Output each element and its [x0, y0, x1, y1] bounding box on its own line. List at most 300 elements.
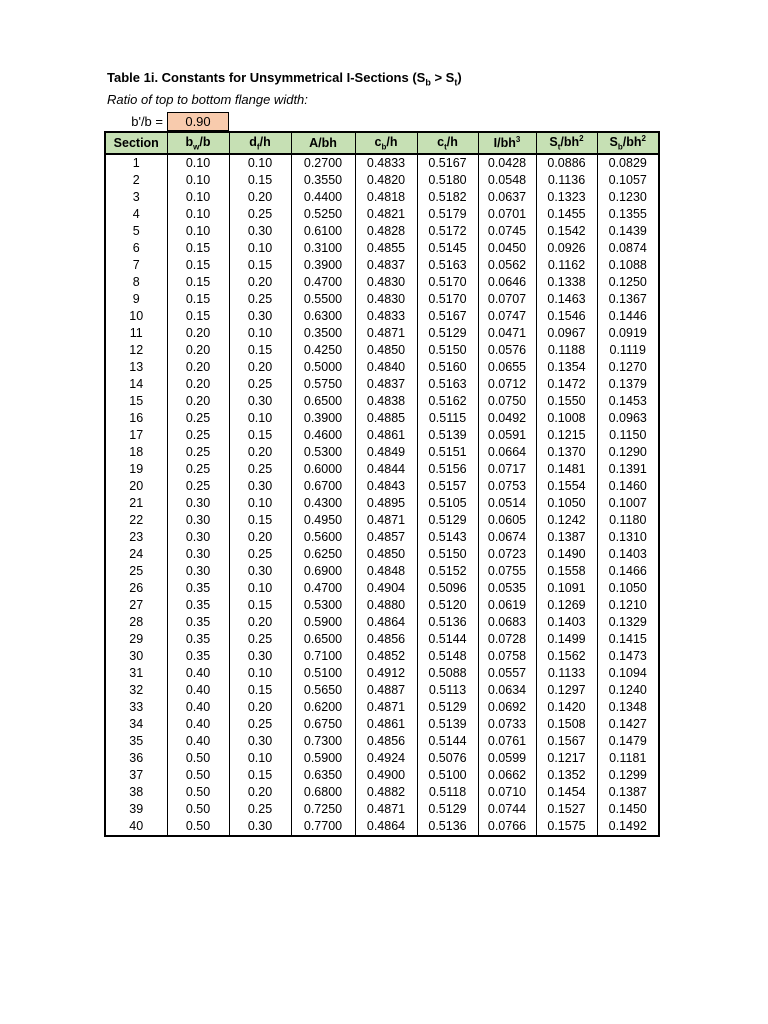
table-cell-ct-h: 0.5172 — [417, 223, 478, 240]
table-cell-bw-b: 0.30 — [167, 512, 229, 529]
table-cell-st-bh2: 0.1550 — [536, 393, 597, 410]
table-row — [105, 189, 659, 206]
table-cell-i-bh3: 0.0619 — [478, 597, 536, 614]
table-cell-a-bh: 0.5300 — [291, 444, 355, 461]
table-cell-a-bh: 0.3100 — [291, 240, 355, 257]
table-cell-bw-b: 0.40 — [167, 716, 229, 733]
table-cell-bw-b: 0.40 — [167, 682, 229, 699]
table-cell-i-bh3: 0.0637 — [478, 189, 536, 206]
table-row — [105, 750, 659, 767]
table-cell-st-bh2: 0.1481 — [536, 461, 597, 478]
table-cell-a-bh: 0.6350 — [291, 767, 355, 784]
table-cell-cb-h: 0.4855 — [355, 240, 417, 257]
table-cell-section: 9 — [105, 291, 167, 308]
table-cell-df-h: 0.30 — [229, 308, 291, 325]
table-row — [105, 376, 659, 393]
table-cell-section: 28 — [105, 614, 167, 631]
table-cell-bw-b: 0.25 — [167, 410, 229, 427]
table-cell-sb-bh2: 0.1210 — [597, 597, 659, 614]
table-cell-cb-h: 0.4864 — [355, 818, 417, 836]
table-cell-a-bh: 0.4600 — [291, 427, 355, 444]
table-cell-bw-b: 0.35 — [167, 580, 229, 597]
table-cell-a-bh: 0.6300 — [291, 308, 355, 325]
table-cell-i-bh3: 0.0750 — [478, 393, 536, 410]
table-cell-ct-h: 0.5162 — [417, 393, 478, 410]
table-cell-ct-h: 0.5113 — [417, 682, 478, 699]
table-header-row — [105, 132, 659, 154]
table-cell-sb-bh2: 0.1094 — [597, 665, 659, 682]
table-cell-bw-b: 0.40 — [167, 665, 229, 682]
table-cell-sb-bh2: 0.1379 — [597, 376, 659, 393]
table-row — [105, 529, 659, 546]
table-cell-sb-bh2: 0.1230 — [597, 189, 659, 206]
table-cell-ct-h: 0.5105 — [417, 495, 478, 512]
table-cell-cb-h: 0.4864 — [355, 614, 417, 631]
table-cell-cb-h: 0.4828 — [355, 223, 417, 240]
table-cell-cb-h: 0.4850 — [355, 546, 417, 563]
table-cell-sb-bh2: 0.0829 — [597, 154, 659, 172]
table-cell-i-bh3: 0.0723 — [478, 546, 536, 563]
table-cell-ct-h: 0.5115 — [417, 410, 478, 427]
table-row — [105, 614, 659, 631]
table-cell-df-h: 0.15 — [229, 512, 291, 529]
table-cell-ct-h: 0.5088 — [417, 665, 478, 682]
ratio-label: b'/b = — [131, 113, 163, 129]
table-row — [105, 665, 659, 682]
column-header-df-h: $d_f/h$ — [229, 132, 291, 154]
table-cell-a-bh: 0.6750 — [291, 716, 355, 733]
table-cell-df-h: 0.25 — [229, 716, 291, 733]
table-cell-cb-h: 0.4843 — [355, 478, 417, 495]
table-row — [105, 801, 659, 818]
table-row — [105, 427, 659, 444]
table-cell-i-bh3: 0.0758 — [478, 648, 536, 665]
table-cell-ct-h: 0.5148 — [417, 648, 478, 665]
table-cell-ct-h: 0.5182 — [417, 189, 478, 206]
table-cell-ct-h: 0.5144 — [417, 733, 478, 750]
table-cell-df-h: 0.25 — [229, 631, 291, 648]
table-cell-section: 3 — [105, 189, 167, 206]
table-cell-ct-h: 0.5143 — [417, 529, 478, 546]
table-cell-sb-bh2: 0.1473 — [597, 648, 659, 665]
title-text: Table 1i. Constants for Unsymmetrical I-Sections (S — [107, 70, 426, 85]
table-cell-section: 18 — [105, 444, 167, 461]
table-cell-section: 5 — [105, 223, 167, 240]
table-cell-bw-b: 0.30 — [167, 495, 229, 512]
table-cell-a-bh: 0.3900 — [291, 257, 355, 274]
table-cell-ct-h: 0.5167 — [417, 308, 478, 325]
table-cell-df-h: 0.25 — [229, 801, 291, 818]
table-cell-cb-h: 0.4837 — [355, 376, 417, 393]
table-row — [105, 444, 659, 461]
table-cell-st-bh2: 0.1162 — [536, 257, 597, 274]
table-cell-sb-bh2: 0.1007 — [597, 495, 659, 512]
table-cell-cb-h: 0.4871 — [355, 699, 417, 716]
table-cell-st-bh2: 0.1527 — [536, 801, 597, 818]
table-cell-sb-bh2: 0.1387 — [597, 784, 659, 801]
table-cell-a-bh: 0.6250 — [291, 546, 355, 563]
table-row — [105, 393, 659, 410]
table-cell-ct-h: 0.5129 — [417, 801, 478, 818]
title-subscript-t: t — [454, 77, 458, 88]
table-cell-bw-b: 0.25 — [167, 478, 229, 495]
table-cell-a-bh: 0.5650 — [291, 682, 355, 699]
table-cell-sb-bh2: 0.1439 — [597, 223, 659, 240]
table-cell-ct-h: 0.5144 — [417, 631, 478, 648]
table-row — [105, 342, 659, 359]
table-cell-df-h: 0.15 — [229, 427, 291, 444]
table-cell-i-bh3: 0.0745 — [478, 223, 536, 240]
table-cell-sb-bh2: 0.1348 — [597, 699, 659, 716]
table-cell-st-bh2: 0.1558 — [536, 563, 597, 580]
table-row — [105, 478, 659, 495]
table-cell-i-bh3: 0.0662 — [478, 767, 536, 784]
table-cell-st-bh2: 0.1472 — [536, 376, 597, 393]
table-cell-i-bh3: 0.0514 — [478, 495, 536, 512]
table-cell-i-bh3: 0.0710 — [478, 784, 536, 801]
table-cell-a-bh: 0.2700 — [291, 154, 355, 172]
table-cell-i-bh3: 0.0664 — [478, 444, 536, 461]
table-cell-df-h: 0.20 — [229, 359, 291, 376]
table-cell-a-bh: 0.5900 — [291, 614, 355, 631]
table-cell-a-bh: 0.7700 — [291, 818, 355, 836]
table-cell-cb-h: 0.4850 — [355, 342, 417, 359]
table-row — [105, 410, 659, 427]
table-cell-df-h: 0.20 — [229, 444, 291, 461]
table-cell-bw-b: 0.15 — [167, 240, 229, 257]
table-cell-st-bh2: 0.0886 — [536, 154, 597, 172]
table-cell-bw-b: 0.10 — [167, 206, 229, 223]
table-cell-df-h: 0.25 — [229, 206, 291, 223]
table-cell-sb-bh2: 0.0874 — [597, 240, 659, 257]
table-cell-ct-h: 0.5139 — [417, 427, 478, 444]
table-cell-a-bh: 0.4300 — [291, 495, 355, 512]
table-cell-a-bh: 0.7300 — [291, 733, 355, 750]
table-cell-df-h: 0.20 — [229, 784, 291, 801]
table-cell-a-bh: 0.6900 — [291, 563, 355, 580]
table-cell-section: 32 — [105, 682, 167, 699]
table-cell-ct-h: 0.5157 — [417, 478, 478, 495]
table-cell-df-h: 0.20 — [229, 189, 291, 206]
table-cell-bw-b: 0.35 — [167, 614, 229, 631]
table-cell-st-bh2: 0.1420 — [536, 699, 597, 716]
table-cell-ct-h: 0.5129 — [417, 699, 478, 716]
table-cell-st-bh2: 0.1490 — [536, 546, 597, 563]
table-cell-ct-h: 0.5129 — [417, 325, 478, 342]
table-cell-cb-h: 0.4830 — [355, 291, 417, 308]
table-cell-i-bh3: 0.0761 — [478, 733, 536, 750]
table-cell-df-h: 0.10 — [229, 410, 291, 427]
table-cell-cb-h: 0.4895 — [355, 495, 417, 512]
table-row — [105, 461, 659, 478]
table-row — [105, 512, 659, 529]
table-cell-section: 4 — [105, 206, 167, 223]
table-cell-a-bh: 0.5500 — [291, 291, 355, 308]
table-cell-st-bh2: 0.1499 — [536, 631, 597, 648]
title-subscript-b: b — [425, 77, 431, 88]
table-row — [105, 784, 659, 801]
table-cell-df-h: 0.10 — [229, 750, 291, 767]
table-cell-cb-h: 0.4856 — [355, 631, 417, 648]
title-text-suffix: ) — [457, 70, 462, 85]
table-cell-ct-h: 0.5163 — [417, 257, 478, 274]
table-cell-cb-h: 0.4838 — [355, 393, 417, 410]
table-cell-i-bh3: 0.0717 — [478, 461, 536, 478]
table-cell-sb-bh2: 0.1250 — [597, 274, 659, 291]
table-cell-sb-bh2: 0.1088 — [597, 257, 659, 274]
table-cell-cb-h: 0.4857 — [355, 529, 417, 546]
table-cell-st-bh2: 0.1136 — [536, 172, 597, 189]
table-cell-i-bh3: 0.0535 — [478, 580, 536, 597]
table-cell-ct-h: 0.5076 — [417, 750, 478, 767]
table-cell-df-h: 0.30 — [229, 563, 291, 580]
table-cell-ct-h: 0.5145 — [417, 240, 478, 257]
table-cell-i-bh3: 0.0747 — [478, 308, 536, 325]
table-cell-df-h: 0.30 — [229, 223, 291, 240]
table-cell-section: 22 — [105, 512, 167, 529]
table-cell-bw-b: 0.20 — [167, 359, 229, 376]
table-row — [105, 240, 659, 257]
table-cell-ct-h: 0.5156 — [417, 461, 478, 478]
table-cell-ct-h: 0.5120 — [417, 597, 478, 614]
table-cell-sb-bh2: 0.1492 — [597, 818, 659, 836]
table-cell-ct-h: 0.5167 — [417, 154, 478, 172]
table-row — [105, 580, 659, 597]
table-cell-bw-b: 0.10 — [167, 154, 229, 172]
table-cell-cb-h: 0.4912 — [355, 665, 417, 682]
table-cell-i-bh3: 0.0733 — [478, 716, 536, 733]
column-header-bw-b: $b_w/b$ — [167, 132, 229, 154]
table-cell-df-h: 0.20 — [229, 699, 291, 716]
table-cell-sb-bh2: 0.1310 — [597, 529, 659, 546]
table-cell-cb-h: 0.4849 — [355, 444, 417, 461]
table-cell-st-bh2: 0.1554 — [536, 478, 597, 495]
table-cell-sb-bh2: 0.1270 — [597, 359, 659, 376]
table-cell-cb-h: 0.4871 — [355, 325, 417, 342]
table-cell-section: 8 — [105, 274, 167, 291]
table-cell-cb-h: 0.4900 — [355, 767, 417, 784]
table-cell-i-bh3: 0.0599 — [478, 750, 536, 767]
table-cell-bw-b: 0.20 — [167, 376, 229, 393]
table-cell-st-bh2: 0.1338 — [536, 274, 597, 291]
table-cell-bw-b: 0.35 — [167, 597, 229, 614]
table-cell-sb-bh2: 0.1119 — [597, 342, 659, 359]
table-row — [105, 648, 659, 665]
table-cell-section: 6 — [105, 240, 167, 257]
table-cell-df-h: 0.20 — [229, 614, 291, 631]
table-cell-bw-b: 0.40 — [167, 733, 229, 750]
table-title — [107, 70, 462, 88]
table-cell-a-bh: 0.5900 — [291, 750, 355, 767]
table-cell-i-bh3: 0.0755 — [478, 563, 536, 580]
table-cell-ct-h: 0.5160 — [417, 359, 478, 376]
table-cell-st-bh2: 0.1575 — [536, 818, 597, 836]
table-cell-st-bh2: 0.1352 — [536, 767, 597, 784]
table-cell-sb-bh2: 0.0963 — [597, 410, 659, 427]
table-cell-sb-bh2: 0.1057 — [597, 172, 659, 189]
table-cell-ct-h: 0.5129 — [417, 512, 478, 529]
table-cell-i-bh3: 0.0557 — [478, 665, 536, 682]
table-cell-a-bh: 0.6500 — [291, 631, 355, 648]
table-cell-a-bh: 0.4700 — [291, 274, 355, 291]
table-cell-sb-bh2: 0.1466 — [597, 563, 659, 580]
table-cell-i-bh3: 0.0428 — [478, 154, 536, 172]
table-row — [105, 291, 659, 308]
title-text-middle: > S — [430, 70, 455, 85]
table-cell-section: 12 — [105, 342, 167, 359]
table-cell-df-h: 0.25 — [229, 291, 291, 308]
table-cell-df-h: 0.25 — [229, 546, 291, 563]
table-cell-sb-bh2: 0.1181 — [597, 750, 659, 767]
table-cell-df-h: 0.10 — [229, 154, 291, 172]
table-cell-section: 35 — [105, 733, 167, 750]
table-cell-df-h: 0.15 — [229, 767, 291, 784]
table-cell-bw-b: 0.25 — [167, 444, 229, 461]
column-header-st-bh2: $S_t/bh^2$ — [536, 132, 597, 154]
table-cell-sb-bh2: 0.1355 — [597, 206, 659, 223]
table-cell-sb-bh2: 0.1460 — [597, 478, 659, 495]
table-row — [105, 359, 659, 376]
table-cell-cb-h: 0.4882 — [355, 784, 417, 801]
table-cell-i-bh3: 0.0728 — [478, 631, 536, 648]
table-cell-section: 25 — [105, 563, 167, 580]
table-cell-sb-bh2: 0.1240 — [597, 682, 659, 699]
table-cell-df-h: 0.30 — [229, 818, 291, 836]
table-cell-df-h: 0.30 — [229, 478, 291, 495]
table-cell-i-bh3: 0.0646 — [478, 274, 536, 291]
table-cell-i-bh3: 0.0744 — [478, 801, 536, 818]
table-cell-section: 24 — [105, 546, 167, 563]
table-cell-df-h: 0.30 — [229, 733, 291, 750]
table-cell-st-bh2: 0.1403 — [536, 614, 597, 631]
table-row — [105, 733, 659, 750]
table-cell-ct-h: 0.5096 — [417, 580, 478, 597]
table-cell-cb-h: 0.4885 — [355, 410, 417, 427]
table-cell-sb-bh2: 0.1450 — [597, 801, 659, 818]
table-cell-st-bh2: 0.1217 — [536, 750, 597, 767]
table-cell-bw-b: 0.25 — [167, 461, 229, 478]
table-cell-df-h: 0.15 — [229, 257, 291, 274]
table-cell-cb-h: 0.4818 — [355, 189, 417, 206]
table-cell-i-bh3: 0.0707 — [478, 291, 536, 308]
table-cell-section: 29 — [105, 631, 167, 648]
table-cell-st-bh2: 0.1387 — [536, 529, 597, 546]
table-cell-ct-h: 0.5151 — [417, 444, 478, 461]
table-cell-df-h: 0.10 — [229, 325, 291, 342]
table-cell-sb-bh2: 0.1427 — [597, 716, 659, 733]
table-cell-ct-h: 0.5118 — [417, 784, 478, 801]
table-cell-sb-bh2: 0.1180 — [597, 512, 659, 529]
table-cell-st-bh2: 0.1567 — [536, 733, 597, 750]
table-cell-cb-h: 0.4904 — [355, 580, 417, 597]
table-row — [105, 257, 659, 274]
table-cell-df-h: 0.15 — [229, 682, 291, 699]
table-cell-bw-b: 0.15 — [167, 308, 229, 325]
table-cell-a-bh: 0.4250 — [291, 342, 355, 359]
table-cell-a-bh: 0.6200 — [291, 699, 355, 716]
table-cell-section: 23 — [105, 529, 167, 546]
table-cell-st-bh2: 0.1008 — [536, 410, 597, 427]
table-cell-sb-bh2: 0.1446 — [597, 308, 659, 325]
table-cell-df-h: 0.30 — [229, 648, 291, 665]
table-cell-sb-bh2: 0.1367 — [597, 291, 659, 308]
table-cell-st-bh2: 0.1188 — [536, 342, 597, 359]
table-cell-ct-h: 0.5150 — [417, 546, 478, 563]
table-cell-a-bh: 0.6000 — [291, 461, 355, 478]
table-cell-sb-bh2: 0.0919 — [597, 325, 659, 342]
table-cell-i-bh3: 0.0471 — [478, 325, 536, 342]
table-cell-a-bh: 0.6700 — [291, 478, 355, 495]
table-row — [105, 308, 659, 325]
ratio-input-cell[interactable]: 0.90 — [167, 112, 229, 131]
table-row — [105, 682, 659, 699]
table-cell-sb-bh2: 0.1050 — [597, 580, 659, 597]
table-cell-a-bh: 0.5750 — [291, 376, 355, 393]
table-cell-sb-bh2: 0.1391 — [597, 461, 659, 478]
table-cell-bw-b: 0.25 — [167, 427, 229, 444]
table-cell-section: 7 — [105, 257, 167, 274]
table-cell-bw-b: 0.30 — [167, 546, 229, 563]
table-cell-bw-b: 0.15 — [167, 257, 229, 274]
table-cell-cb-h: 0.4871 — [355, 801, 417, 818]
table-cell-bw-b: 0.50 — [167, 750, 229, 767]
table-cell-st-bh2: 0.1454 — [536, 784, 597, 801]
table-cell-a-bh: 0.4700 — [291, 580, 355, 597]
table-cell-ct-h: 0.5136 — [417, 818, 478, 836]
table-cell-cb-h: 0.4861 — [355, 427, 417, 444]
table-cell-a-bh: 0.5250 — [291, 206, 355, 223]
table-row — [105, 597, 659, 614]
table-cell-i-bh3: 0.0753 — [478, 478, 536, 495]
table-cell-st-bh2: 0.1546 — [536, 308, 597, 325]
table-cell-df-h: 0.10 — [229, 665, 291, 682]
table-cell-bw-b: 0.35 — [167, 648, 229, 665]
table-cell-df-h: 0.25 — [229, 376, 291, 393]
table-cell-ct-h: 0.5136 — [417, 614, 478, 631]
table-cell-cb-h: 0.4852 — [355, 648, 417, 665]
table-cell-section: 20 — [105, 478, 167, 495]
table-cell-i-bh3: 0.0683 — [478, 614, 536, 631]
table-cell-a-bh: 0.6500 — [291, 393, 355, 410]
table-cell-a-bh: 0.5600 — [291, 529, 355, 546]
table-cell-section: 11 — [105, 325, 167, 342]
table-cell-i-bh3: 0.0450 — [478, 240, 536, 257]
table-cell-bw-b: 0.30 — [167, 529, 229, 546]
table-cell-i-bh3: 0.0576 — [478, 342, 536, 359]
table-cell-bw-b: 0.15 — [167, 291, 229, 308]
table-cell-ct-h: 0.5180 — [417, 172, 478, 189]
table-cell-bw-b: 0.35 — [167, 631, 229, 648]
table-cell-df-h: 0.10 — [229, 580, 291, 597]
table-cell-st-bh2: 0.1323 — [536, 189, 597, 206]
table-row — [105, 325, 659, 342]
table-cell-ct-h: 0.5152 — [417, 563, 478, 580]
column-header-i-bh3: $I/bh^3$ — [478, 132, 536, 154]
table-cell-cb-h: 0.4821 — [355, 206, 417, 223]
table-cell-cb-h: 0.4861 — [355, 716, 417, 733]
table-cell-sb-bh2: 0.1479 — [597, 733, 659, 750]
table-cell-section: 1 — [105, 154, 167, 172]
table-cell-a-bh: 0.7250 — [291, 801, 355, 818]
table-cell-st-bh2: 0.1050 — [536, 495, 597, 512]
table-cell-bw-b: 0.10 — [167, 223, 229, 240]
table-cell-st-bh2: 0.1562 — [536, 648, 597, 665]
table-cell-df-h: 0.25 — [229, 461, 291, 478]
table-row — [105, 546, 659, 563]
table-cell-df-h: 0.10 — [229, 495, 291, 512]
table-cell-a-bh: 0.4950 — [291, 512, 355, 529]
table-cell-bw-b: 0.30 — [167, 563, 229, 580]
